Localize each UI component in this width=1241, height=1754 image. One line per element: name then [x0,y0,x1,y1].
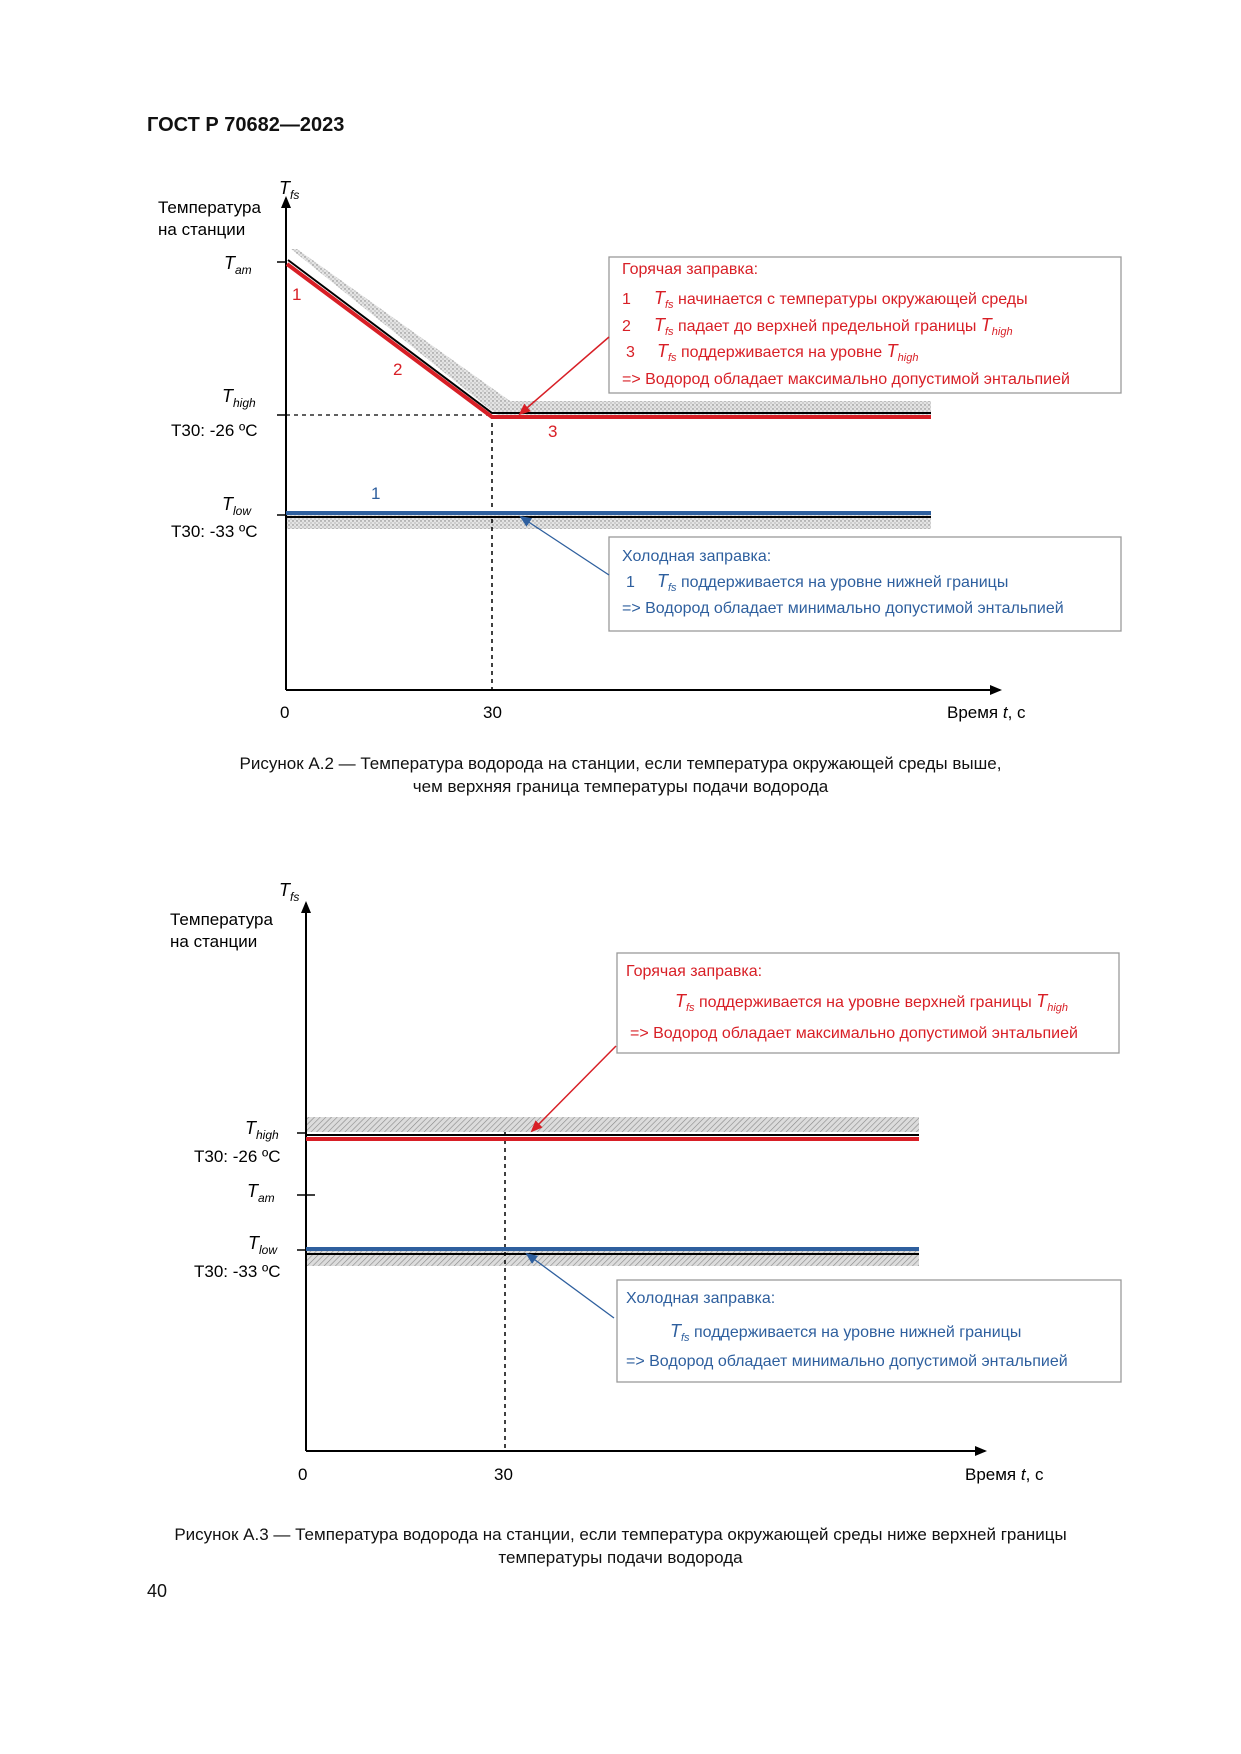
figure-a2 [0,0,1241,760]
y-axis-label-line1: Температура [170,910,273,929]
figure-a2-caption-line2: чем верхняя граница температуры подачи водорода [412,777,829,796]
hot-curve-label-1: 1 [292,285,302,304]
t-low-value: T30: -33 ºC [171,522,258,541]
cold-box-line1: 1 $T_{fs}$ поддерживается на уровне нижней границы [626,571,1009,594]
hot-box-title: Горячая заправка: [626,963,763,980]
hot-curve-label-3: 3 [548,422,558,441]
page-number: 40 [147,1581,168,1601]
hot-box-line1: 1 $T_{fs}$ начинается с температуры окружающей среды [622,288,1028,311]
x-axis-label: Время t, с [947,703,1026,722]
y-axis-label-line2: на станции [170,932,258,951]
x-tick-0: 0 [280,703,290,722]
hot-box-line4: => Водород обладает максимально допустимой энтальпией [622,371,1070,388]
t-high-value: T30: -26 ºC [194,1147,281,1166]
t-high-label: $T_{high}$ [222,386,256,410]
figure-a3 [0,860,1241,1500]
figure-a3-caption-line1: Рисунок А.3 — Температура водорода на станции, если температура окружающей среды ниже верхней границы [174,1525,1067,1544]
t-high-label: $T_{high}$ [245,1118,279,1142]
hot-tolerance-band [306,1117,919,1132]
cold-box-title: Холодная заправка: [622,548,772,565]
x-tick-30: 30 [483,703,502,722]
hot-box-line2: 2 $T_{fs}$ падает до верхней предельной границы $T_{high}$ [622,315,1013,338]
cold-box-title: Холодная заправка: [626,1290,776,1307]
figure-a2-caption [0,752,1241,798]
hot-box-line1: $T_{fs}$ поддерживается на уровне верхней границы $T_{high}$ [675,991,1069,1014]
hot-curve-label-2: 2 [393,360,403,379]
hot-box-title: Горячая заправка: [622,261,759,278]
cold-box-line2: => Водород обладает минимально допустимой энтальпией [626,1353,1068,1370]
t-am-label: $T_{am}$ [224,253,252,277]
cold-box-line2: => Водород обладает минимально допустимой энтальпией [622,600,1064,617]
hot-box-line3: 3 $T_{fs}$ поддерживается на уровне $T_{high}$ [626,341,919,364]
x-axis-label: Время t, с [965,1465,1044,1484]
t-low-label: $T_{low}$ [248,1233,278,1257]
t-low-value: T30: -33 ºC [194,1262,281,1281]
document-code: ГОСТ Р 70682—2023 [147,114,345,136]
x-tick-30: 30 [494,1465,513,1484]
y-axis-label-line2: на станции [158,220,246,239]
figure-a2-caption-line1: Рисунок А.2 — Температура водорода на станции, если температура окружающей среды выше, [239,754,1002,773]
cold-box-line1: $T_{fs}$ поддерживается на уровне нижней границы [670,1321,1022,1344]
hot-box-line2: => Водород обладает максимально допустимой энтальпией [630,1025,1078,1042]
t-high-value: T30: -26 ºC [171,421,258,440]
figure-a3-caption-line2: температуры подачи водорода [498,1548,743,1567]
hot-tolerance-band-slope [291,249,510,415]
t-am-label: $T_{am}$ [247,1181,275,1205]
t-low-label: $T_{low}$ [222,494,252,518]
y-axis-symbol: $T_{fs}$ [279,880,300,904]
x-tick-0: 0 [298,1465,308,1484]
cold-curve-label-1: 1 [371,484,381,503]
y-axis-label-line1: Температура [158,198,261,217]
y-axis-symbol: $T_{fs}$ [279,178,300,202]
figure-a3-caption [0,1523,1241,1569]
